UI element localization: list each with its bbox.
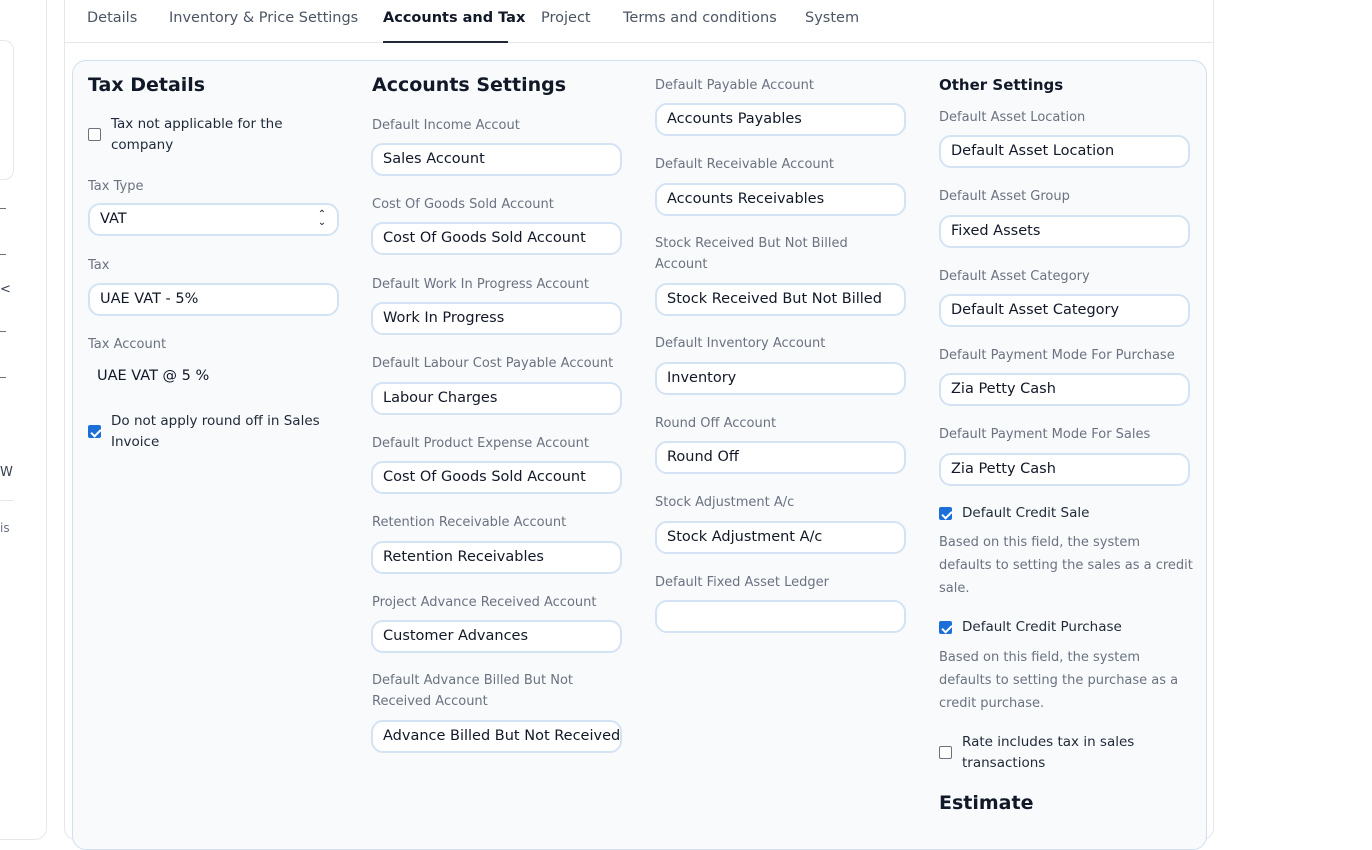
- round-off-label: Do not apply round off in Sales Invoice: [111, 413, 320, 450]
- tab-system[interactable]: System: [805, 10, 860, 26]
- asset-category-field[interactable]: Default Asset Category: [939, 294, 1190, 327]
- sidebar-card: [0, 40, 14, 180]
- inventory-account-field[interactable]: Inventory: [655, 362, 906, 395]
- advance-billed-label: Default Advance Billed But Not Received Account: [372, 673, 574, 709]
- tax-not-applicable-checkbox[interactable]: [88, 128, 101, 141]
- sidebar-fragment[interactable]: is: [0, 521, 10, 535]
- sidebar-divider: [0, 331, 6, 332]
- product-expense-label: Default Product Expense Account: [372, 436, 589, 451]
- credit-sale-checkbox[interactable]: [939, 507, 952, 520]
- tab-terms-and-conditions[interactable]: Terms and conditions: [623, 10, 777, 26]
- tab-project[interactable]: Project: [541, 10, 591, 26]
- pay-mode-sales-field[interactable]: Zia Petty Cash: [939, 453, 1190, 486]
- asset-group-field[interactable]: Fixed Assets: [939, 215, 1190, 248]
- fixed-asset-ledger-label: Default Fixed Asset Ledger: [655, 575, 829, 590]
- retention-account-field[interactable]: Retention Receivables: [371, 541, 622, 574]
- sidebar-divider: [0, 254, 6, 255]
- inventory-account-label: Default Inventory Account: [655, 336, 826, 351]
- asset-group-label: Default Asset Group: [939, 189, 1070, 204]
- receivable-account-field[interactable]: Accounts Receivables: [655, 183, 906, 216]
- rate-includes-tax-checkbox[interactable]: [939, 746, 952, 759]
- round-off-account-field[interactable]: Round Off: [655, 441, 906, 474]
- cogs-account-field[interactable]: Cost Of Goods Sold Account: [371, 222, 622, 255]
- advance-billed-field[interactable]: Advance Billed But Not Received: [371, 720, 622, 753]
- other-settings-heading: Other Settings: [939, 76, 1064, 94]
- sidebar-divider: [0, 208, 6, 209]
- asset-category-label: Default Asset Category: [939, 269, 1090, 284]
- sidebar-divider: [0, 500, 14, 501]
- credit-purchase-label: Default Credit Purchase: [962, 619, 1122, 635]
- srbnb-account-field[interactable]: Stock Received But Not Billed: [655, 283, 906, 316]
- income-account-field[interactable]: Sales Account: [371, 143, 622, 176]
- retention-account-label: Retention Receivable Account: [372, 515, 567, 530]
- sidebar-divider: [0, 377, 6, 378]
- tax-field[interactable]: UAE VAT - 5%: [88, 283, 339, 316]
- tax-not-applicable-label: Tax not applicable for the company: [111, 116, 283, 153]
- wip-account-field[interactable]: Work In Progress: [371, 302, 622, 335]
- tax-account-value: UAE VAT @ 5 %: [97, 368, 210, 384]
- active-tab-indicator: [383, 41, 508, 43]
- credit-sale-help: Based on this field, the system defaults to setting the sales as a credit sale.: [939, 535, 1193, 596]
- srbnb-account-label: Stock Received But Not Billed Account: [655, 236, 848, 272]
- receivable-account-label: Default Receivable Account: [655, 157, 834, 172]
- tax-type-value: VAT: [100, 211, 127, 227]
- sidebar-fragment[interactable]: W: [0, 465, 13, 480]
- round-off-account-label: Round Off Account: [655, 416, 777, 431]
- stock-adjustment-label: Stock Adjustment A/c: [655, 495, 795, 510]
- select-updown-icon: ⌃ ⌄: [317, 209, 327, 228]
- payable-account-label: Default Payable Account: [655, 78, 814, 93]
- pay-mode-sales-label: Default Payment Mode For Sales: [939, 427, 1151, 442]
- credit-purchase-help: Based on this field, the system defaults to setting the purchase as a credit purchase.: [939, 650, 1179, 711]
- wip-account-label: Default Work In Progress Account: [372, 277, 589, 292]
- pay-mode-purchase-label: Default Payment Mode For Purchase: [939, 348, 1175, 363]
- asset-location-label: Default Asset Location: [939, 110, 1086, 125]
- fixed-asset-ledger-field[interactable]: [655, 600, 906, 633]
- project-advance-field[interactable]: Customer Advances: [371, 620, 622, 653]
- tax-label: Tax: [88, 258, 110, 273]
- tab-inventory-price-settings[interactable]: Inventory & Price Settings: [169, 10, 359, 26]
- stock-adjustment-field[interactable]: Stock Adjustment A/c: [655, 521, 906, 554]
- labour-account-field[interactable]: Labour Charges: [371, 382, 622, 415]
- pay-mode-purchase-field[interactable]: Zia Petty Cash: [939, 373, 1190, 406]
- tax-type-label: Tax Type: [88, 179, 144, 194]
- product-expense-field[interactable]: Cost Of Goods Sold Account: [371, 461, 622, 494]
- tax-type-select[interactable]: [88, 203, 339, 236]
- tab-details[interactable]: Details: [87, 10, 138, 26]
- credit-purchase-checkbox[interactable]: [939, 621, 952, 634]
- rate-includes-tax-label: Rate includes tax in sales transactions: [962, 734, 1135, 771]
- sidebar-fragment: <: [0, 282, 11, 297]
- payable-account-field[interactable]: Accounts Payables: [655, 103, 906, 136]
- asset-location-field[interactable]: Default Asset Location: [939, 135, 1190, 168]
- credit-sale-label: Default Credit Sale: [962, 505, 1090, 521]
- income-account-label: Default Income Accout: [372, 118, 520, 133]
- tab-accounts-and-tax[interactable]: Accounts and Tax: [383, 10, 526, 26]
- estimate-heading: Estimate: [939, 792, 1034, 814]
- round-off-checkbox[interactable]: [88, 425, 101, 438]
- project-advance-label: Project Advance Received Account: [372, 595, 597, 610]
- accounts-settings-heading: Accounts Settings: [372, 74, 567, 96]
- labour-account-label: Default Labour Cost Payable Account: [372, 356, 614, 371]
- tax-details-heading: Tax Details: [88, 74, 206, 96]
- tax-account-label: Tax Account: [88, 337, 167, 352]
- cogs-account-label: Cost Of Goods Sold Account: [372, 197, 554, 212]
